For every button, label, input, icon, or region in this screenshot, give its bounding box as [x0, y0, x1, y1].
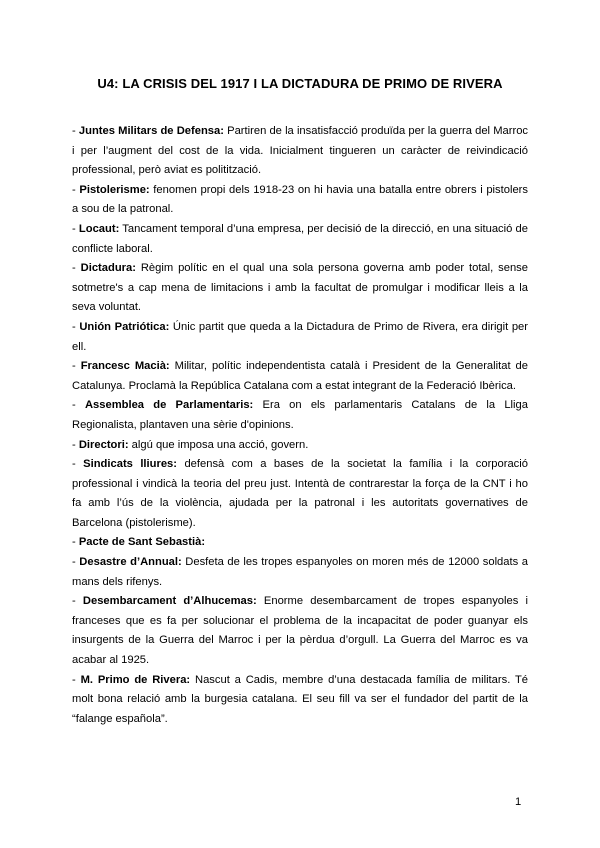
entry-bullet: - [72, 595, 83, 608]
glossary-entry [72, 436, 528, 456]
entry-definition: algú que imposa una acció, govern. [128, 438, 309, 451]
entry-definition: Tancament temporal d’una empresa, per decisió de la direcció, en una situació de conflicte laboral. [72, 222, 528, 255]
entry-definition: Era on els parlamentaris Catalans de la Lliga Regionalista, plantaven una sèrie d'opinions. [72, 399, 528, 431]
entry-term: Desembarcament d’Alhucemas: [82, 595, 257, 608]
entry-term: Juntes Militars de Defensa: [78, 125, 224, 137]
page-title: U4: LA CRISIS DEL 1917 I LA DICTADURA DE PRIMO DE RIVERA [97, 76, 503, 91]
entry-bullet: - [72, 360, 81, 373]
glossary-entry [72, 220, 528, 259]
entry-term: Francesc Macià: [80, 360, 170, 373]
entry-definition: Únic partit que queda a la Dictadura de Primo de Rivera, era dirigit per ell. [72, 320, 529, 353]
glossary-entry [72, 592, 528, 670]
entry-definition: fenomen propi dels 1918-23 on hi havia una batalla entre obrers i pistolers a sou de la patronal. [72, 183, 528, 216]
glossary-entry [72, 259, 528, 318]
entry-definition: Partiren de la insatisfacció produïda per la guerra del Marroc i per l’augment del cost de la vida. Inicialment tingueren un caràcter de reivindicació professional, però aviat es politització. [72, 125, 529, 177]
entry-bullet: - [72, 536, 79, 549]
entry-term: Assemblea de Parlamentaris: [84, 399, 254, 412]
entry-bullet: - [72, 320, 80, 333]
entry-bullet: - [72, 222, 79, 235]
entry-bullet: - [72, 458, 84, 471]
entry-definition: Militar, polític independentista català i President de la Generalitat de Catalunya. Proclamà la República Catalana com a estat integrant de la Federació Ibèrica. [72, 360, 528, 392]
glossary-entry [72, 533, 528, 553]
entry-term: M. Primo de Rivera: [80, 673, 191, 686]
entry-definition: Enorme desembarcament de tropes espanyoles i franceses que es fa per solucionar el problema de la incapacitat de poder guanyar els insurgents de la Guerra del Marroc i per la pèrdua d’orgull. La Guerra del Marroc es va acabar al 1925. [72, 595, 528, 667]
glossary-entry [72, 396, 528, 435]
entry-term: Pistolerisme: [79, 183, 150, 196]
entry-bullet: - [72, 673, 81, 686]
entry-bullet: - [72, 183, 80, 196]
entry-term: Desastre d’Annual: [79, 556, 182, 569]
entry-bullet: - [72, 399, 85, 412]
entry-term: Dictadura: [80, 262, 136, 275]
glossary-list [72, 122, 528, 729]
entry-definition: Nascut a Cadis, membre d’una destacada família de militars. Té molt bona relació amb la burgesia catalana. El seu fill va ser el fundador del partit de la “falange española”. [72, 673, 528, 725]
entry-term: Sindicats lliures: [83, 458, 178, 471]
entry-term: Unión Patriótica: [79, 320, 170, 333]
glossary-entry [72, 318, 528, 357]
entry-term: Locaut: [78, 222, 120, 235]
glossary-entry [72, 455, 528, 533]
entry-term: Directori: [78, 438, 129, 451]
entry-term: Pacte de Sant Sebastià: [78, 536, 206, 549]
glossary-entry [72, 122, 528, 181]
entry-definition: defensà com a bases de la societat la família i la corporació professional i vindicà la teoria del preu just. Intentà de contrarestar la força de la CNT i ho fa amb l’ús de la violència, ajudada per la patronal i les autoritats governatives de Barcelona (pistolerisme). [72, 458, 528, 529]
entry-definition: Desfeta de les tropes espanyoles on moren més de 12000 soldats a mans dels rifenys. [72, 556, 528, 588]
entry-bullet: - [72, 125, 79, 137]
page-number: 1 [515, 796, 522, 808]
entry-definition: Règim polític en el qual una sola persona governa amb poder total, sense sotmetre's a cap mena de limitacions i amb la facultat de promulgar i modificar lleis a la seva voluntat. [72, 262, 528, 314]
glossary-entry [72, 671, 528, 730]
entry-bullet: - [72, 262, 81, 275]
glossary-entry [72, 553, 528, 592]
glossary-entry [72, 357, 528, 396]
entry-bullet: - [72, 556, 80, 569]
glossary-entry [72, 181, 528, 220]
entry-bullet: - [72, 438, 79, 451]
